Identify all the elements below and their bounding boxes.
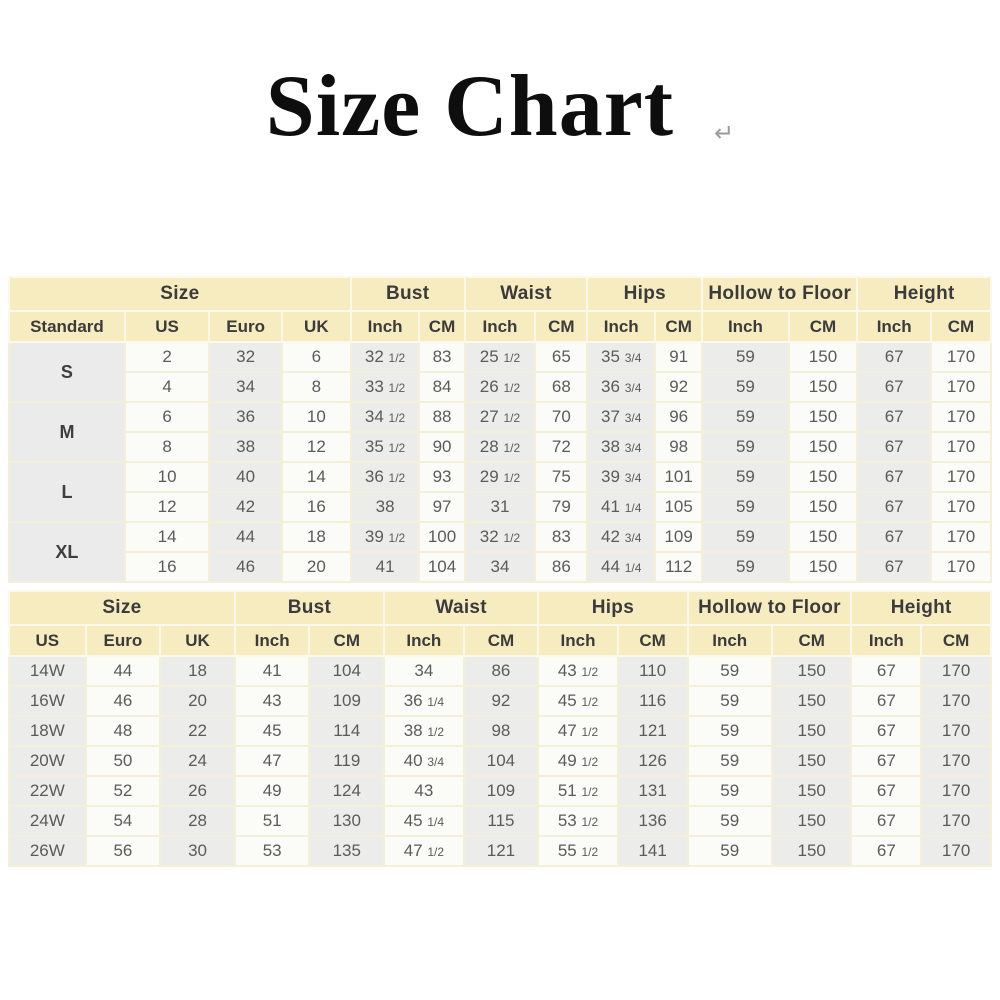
- table-cell: 93: [419, 462, 464, 492]
- table-cell: 20: [282, 552, 351, 582]
- column-header: UK: [160, 625, 235, 656]
- fraction: 1/2: [388, 381, 406, 395]
- column-header: Inch: [538, 625, 618, 656]
- table-row: [9, 522, 991, 552]
- table-cell: 170: [921, 806, 991, 836]
- fraction: 1/2: [581, 845, 599, 859]
- table-cell: 37 3/4: [587, 402, 655, 432]
- table-cell: 28: [160, 806, 235, 836]
- table-cell: 114: [309, 716, 384, 746]
- table-cell: 42: [209, 492, 282, 522]
- fraction: 1/2: [503, 471, 521, 485]
- table-cell: 35 1/2: [351, 432, 420, 462]
- table-cell: 6: [125, 402, 209, 432]
- column-header: Inch: [851, 625, 921, 656]
- fraction: 1/2: [503, 381, 521, 395]
- table-cell: 26: [160, 776, 235, 806]
- table-cell: 105: [655, 492, 702, 522]
- table-cell: 135: [309, 836, 384, 866]
- plus-size-table-body: [9, 656, 991, 866]
- table-cell: 59: [688, 836, 772, 866]
- table-row: [9, 806, 991, 836]
- table-cell: 75: [535, 462, 587, 492]
- size-group-label: S: [9, 342, 125, 402]
- column-header-row: [9, 311, 991, 342]
- table-cell: 96: [655, 402, 702, 432]
- table-cell: 40 3/4: [384, 746, 464, 776]
- table-cell: 170: [931, 552, 991, 582]
- table-cell: 43: [384, 776, 464, 806]
- table-cell: 47 1/2: [538, 716, 618, 746]
- table-cell: 150: [772, 806, 852, 836]
- table-cell: 30: [160, 836, 235, 866]
- fraction: 1/2: [427, 845, 445, 859]
- table-cell: 14: [125, 522, 209, 552]
- table-cell: 112: [655, 552, 702, 582]
- table-cell: 52: [86, 776, 161, 806]
- column-header: CM: [464, 625, 539, 656]
- table-cell: 47 1/2: [384, 836, 464, 866]
- table-cell: 59: [688, 716, 772, 746]
- column-group-bust: Bust: [351, 277, 465, 311]
- table-cell: 150: [772, 716, 852, 746]
- table-row: [9, 552, 991, 582]
- table-cell: 110: [618, 656, 688, 686]
- table-cell: 65: [535, 342, 587, 372]
- table-cell: 67: [851, 836, 921, 866]
- table-cell: 47: [235, 746, 310, 776]
- table-cell: 59: [688, 806, 772, 836]
- table-cell: 18: [282, 522, 351, 552]
- table-cell: 67: [857, 372, 931, 402]
- table-cell: 150: [772, 746, 852, 776]
- table-cell: 59: [688, 776, 772, 806]
- table-cell: 67: [851, 686, 921, 716]
- column-group-hips: Hips: [538, 591, 687, 625]
- table-cell: 40: [209, 462, 282, 492]
- table-cell: 14W: [9, 656, 86, 686]
- table-cell: 25 1/2: [465, 342, 536, 372]
- standard-size-table-body: [9, 342, 991, 582]
- table-row: [9, 686, 991, 716]
- table-cell: 86: [535, 552, 587, 582]
- table-cell: 31: [465, 492, 536, 522]
- table-cell: 121: [464, 836, 539, 866]
- table-row: [9, 342, 991, 372]
- column-group-row: [9, 277, 991, 311]
- table-cell: 170: [931, 462, 991, 492]
- column-group-size: Size: [9, 277, 351, 311]
- table-cell: 59: [688, 746, 772, 776]
- fraction: 1/2: [581, 755, 599, 769]
- table-cell: 67: [857, 432, 931, 462]
- fraction: 1/2: [581, 815, 599, 829]
- table-cell: 150: [772, 656, 852, 686]
- table-cell: 44: [209, 522, 282, 552]
- table-cell: 83: [419, 342, 464, 372]
- table-cell: 32 1/2: [465, 522, 536, 552]
- table-cell: 43 1/2: [538, 656, 618, 686]
- table-cell: 59: [702, 522, 788, 552]
- table-cell: 51: [235, 806, 310, 836]
- table-cell: 20: [160, 686, 235, 716]
- column-header: CM: [309, 625, 384, 656]
- standard-size-table-header: [9, 277, 991, 342]
- table-cell: 104: [464, 746, 539, 776]
- fraction: 1/2: [503, 441, 521, 455]
- table-cell: 29 1/2: [465, 462, 536, 492]
- table-cell: 39 1/2: [351, 522, 420, 552]
- column-header: CM: [655, 311, 702, 342]
- table-cell: 12: [282, 432, 351, 462]
- fraction: 1/4: [427, 695, 445, 709]
- table-cell: 48: [86, 716, 161, 746]
- table-cell: 44: [86, 656, 161, 686]
- table-cell: 46: [86, 686, 161, 716]
- table-cell: 39 3/4: [587, 462, 655, 492]
- table-cell: 59: [688, 656, 772, 686]
- table-cell: 67: [857, 342, 931, 372]
- table-cell: 12: [125, 492, 209, 522]
- table-cell: 67: [857, 462, 931, 492]
- table-cell: 34 1/2: [351, 402, 420, 432]
- column-group-waist: Waist: [465, 277, 588, 311]
- table-row: [9, 836, 991, 866]
- table-cell: 6: [282, 342, 351, 372]
- table-cell: 22W: [9, 776, 86, 806]
- column-header: Inch: [587, 311, 655, 342]
- table-row: [9, 372, 991, 402]
- table-cell: 36: [209, 402, 282, 432]
- column-header: CM: [789, 311, 858, 342]
- table-cell: 20W: [9, 746, 86, 776]
- fraction: 1/2: [503, 531, 521, 545]
- column-header: Inch: [465, 311, 536, 342]
- fraction: 3/4: [427, 755, 445, 769]
- table-cell: 124: [309, 776, 384, 806]
- column-header: Inch: [384, 625, 464, 656]
- table-cell: 41: [235, 656, 310, 686]
- table-row: [9, 432, 991, 462]
- table-cell: 27 1/2: [465, 402, 536, 432]
- table-cell: 2: [125, 342, 209, 372]
- table-row: [9, 716, 991, 746]
- table-cell: 16: [282, 492, 351, 522]
- table-cell: 34: [465, 552, 536, 582]
- table-cell: 170: [931, 432, 991, 462]
- table-cell: 67: [851, 656, 921, 686]
- table-cell: 150: [789, 432, 858, 462]
- table-cell: 104: [419, 552, 464, 582]
- table-row: [9, 776, 991, 806]
- column-group-bust: Bust: [235, 591, 384, 625]
- fraction: 1/2: [503, 411, 521, 425]
- table-cell: 150: [789, 462, 858, 492]
- table-cell: 67: [851, 716, 921, 746]
- fraction: 3/4: [624, 441, 642, 455]
- fraction: 3/4: [624, 471, 642, 485]
- table-cell: 59: [702, 432, 788, 462]
- standard-size-table: [8, 276, 992, 583]
- table-cell: 67: [857, 552, 931, 582]
- column-group-height: Height: [857, 277, 991, 311]
- column-header: CM: [419, 311, 464, 342]
- table-cell: 170: [921, 836, 991, 866]
- column-header: Inch: [688, 625, 772, 656]
- size-group-label: L: [9, 462, 125, 522]
- table-cell: 32 1/2: [351, 342, 420, 372]
- table-cell: 170: [931, 402, 991, 432]
- table-cell: 43: [235, 686, 310, 716]
- table-cell: 150: [772, 776, 852, 806]
- table-cell: 34: [384, 656, 464, 686]
- table-cell: 136: [618, 806, 688, 836]
- table-cell: 84: [419, 372, 464, 402]
- table-cell: 28 1/2: [465, 432, 536, 462]
- fraction: 3/4: [624, 381, 642, 395]
- table-cell: 22: [160, 716, 235, 746]
- table-cell: 49 1/2: [538, 746, 618, 776]
- table-cell: 72: [535, 432, 587, 462]
- table-cell: 150: [772, 686, 852, 716]
- paragraph-return-icon: ↵: [714, 119, 735, 147]
- table-cell: 141: [618, 836, 688, 866]
- table-cell: 49: [235, 776, 310, 806]
- table-cell: 170: [921, 746, 991, 776]
- column-group-hollow-to-floor: Hollow to Floor: [702, 277, 857, 311]
- table-cell: 92: [655, 372, 702, 402]
- table-cell: 38 3/4: [587, 432, 655, 462]
- fraction: 1/2: [427, 725, 445, 739]
- table-cell: 59: [688, 686, 772, 716]
- table-row: [9, 492, 991, 522]
- table-cell: 59: [702, 492, 788, 522]
- title-area: [0, 0, 1000, 194]
- table-cell: 10: [282, 402, 351, 432]
- fraction: 3/4: [624, 531, 642, 545]
- table-cell: 109: [309, 686, 384, 716]
- table-cell: 8: [125, 432, 209, 462]
- table-cell: 18W: [9, 716, 86, 746]
- table-cell: 150: [789, 522, 858, 552]
- table-cell: 130: [309, 806, 384, 836]
- table-cell: 170: [931, 372, 991, 402]
- fraction: 1/2: [388, 441, 406, 455]
- table-cell: 150: [789, 492, 858, 522]
- column-group-hips: Hips: [587, 277, 702, 311]
- table-cell: 170: [921, 686, 991, 716]
- column-header: UK: [282, 311, 351, 342]
- table-cell: 150: [789, 372, 858, 402]
- table-cell: 10: [125, 462, 209, 492]
- table-cell: 4: [125, 372, 209, 402]
- fraction: 1/2: [388, 531, 406, 545]
- table-cell: 38: [351, 492, 420, 522]
- table-cell: 98: [464, 716, 539, 746]
- fraction: 1/2: [388, 411, 406, 425]
- column-header: Standard: [9, 311, 125, 342]
- table-cell: 36 3/4: [587, 372, 655, 402]
- table-cell: 59: [702, 372, 788, 402]
- table-cell: 67: [857, 402, 931, 432]
- fraction: 1/2: [503, 351, 521, 365]
- table-row: [9, 402, 991, 432]
- column-header: US: [9, 625, 86, 656]
- table-cell: 50: [86, 746, 161, 776]
- table-cell: 55 1/2: [538, 836, 618, 866]
- table-cell: 170: [921, 776, 991, 806]
- table-cell: 59: [702, 552, 788, 582]
- table-cell: 126: [618, 746, 688, 776]
- table-cell: 67: [857, 522, 931, 552]
- table-cell: 109: [655, 522, 702, 552]
- table-cell: 67: [851, 746, 921, 776]
- table-cell: 116: [618, 686, 688, 716]
- size-group-label: XL: [9, 522, 125, 582]
- table-cell: 56: [86, 836, 161, 866]
- table-cell: 97: [419, 492, 464, 522]
- table-cell: 26 1/2: [465, 372, 536, 402]
- table-cell: 67: [851, 806, 921, 836]
- column-header: Euro: [209, 311, 282, 342]
- table-cell: 86: [464, 656, 539, 686]
- table-cell: 53 1/2: [538, 806, 618, 836]
- column-header: Euro: [86, 625, 161, 656]
- table-cell: 150: [772, 836, 852, 866]
- table-cell: 42 3/4: [587, 522, 655, 552]
- column-group-size: Size: [9, 591, 235, 625]
- table-row: [9, 656, 991, 686]
- table-cell: 45: [235, 716, 310, 746]
- table-cell: 170: [921, 656, 991, 686]
- table-row: [9, 746, 991, 776]
- fraction: 1/2: [581, 695, 599, 709]
- fraction: 1/2: [388, 471, 406, 485]
- column-header: CM: [921, 625, 991, 656]
- table-cell: 35 3/4: [587, 342, 655, 372]
- table-cell: 170: [921, 716, 991, 746]
- table-cell: 115: [464, 806, 539, 836]
- table-cell: 32: [209, 342, 282, 372]
- table-cell: 14: [282, 462, 351, 492]
- table-cell: 59: [702, 402, 788, 432]
- column-header: US: [125, 311, 209, 342]
- table-cell: 131: [618, 776, 688, 806]
- table-cell: 46: [209, 552, 282, 582]
- table-cell: 150: [789, 402, 858, 432]
- table-cell: 45 1/4: [384, 806, 464, 836]
- column-group-waist: Waist: [384, 591, 538, 625]
- table-cell: 83: [535, 522, 587, 552]
- table-cell: 170: [931, 522, 991, 552]
- column-group-height: Height: [851, 591, 991, 625]
- table-cell: 51 1/2: [538, 776, 618, 806]
- table-cell: 24W: [9, 806, 86, 836]
- fraction: 1/2: [581, 785, 599, 799]
- table-row: [9, 462, 991, 492]
- table-cell: 38: [209, 432, 282, 462]
- table-cell: 91: [655, 342, 702, 372]
- fraction: 3/4: [624, 351, 642, 365]
- table-cell: 68: [535, 372, 587, 402]
- fraction: 1/2: [581, 665, 599, 679]
- table-cell: 92: [464, 686, 539, 716]
- column-header: CM: [618, 625, 688, 656]
- table-cell: 98: [655, 432, 702, 462]
- column-header: Inch: [702, 311, 788, 342]
- table-cell: 170: [931, 342, 991, 372]
- table-cell: 26W: [9, 836, 86, 866]
- table-cell: 121: [618, 716, 688, 746]
- column-group-row: [9, 591, 991, 625]
- fraction: 1/2: [388, 351, 406, 365]
- plus-size-table-header: [9, 591, 991, 656]
- table-cell: 36 1/4: [384, 686, 464, 716]
- table-cell: 41: [351, 552, 420, 582]
- table-cell: 59: [702, 462, 788, 492]
- table-cell: 8: [282, 372, 351, 402]
- table-cell: 150: [789, 342, 858, 372]
- column-header-row: [9, 625, 991, 656]
- table-cell: 67: [857, 492, 931, 522]
- column-header: Inch: [351, 311, 420, 342]
- table-cell: 109: [464, 776, 539, 806]
- table-cell: 119: [309, 746, 384, 776]
- plus-size-table: [8, 590, 992, 867]
- table-cell: 54: [86, 806, 161, 836]
- table-cell: 104: [309, 656, 384, 686]
- column-header: Inch: [857, 311, 931, 342]
- table-cell: 88: [419, 402, 464, 432]
- table-cell: 170: [931, 492, 991, 522]
- column-group-hollow-to-floor: Hollow to Floor: [688, 591, 852, 625]
- table-cell: 24: [160, 746, 235, 776]
- fraction: 1/2: [581, 725, 599, 739]
- table-cell: 100: [419, 522, 464, 552]
- table-cell: 79: [535, 492, 587, 522]
- column-header: CM: [931, 311, 991, 342]
- table-cell: 33 1/2: [351, 372, 420, 402]
- table-cell: 101: [655, 462, 702, 492]
- fraction: 1/4: [624, 561, 642, 575]
- size-group-label: M: [9, 402, 125, 462]
- table-cell: 150: [789, 552, 858, 582]
- column-header: CM: [535, 311, 587, 342]
- column-header: CM: [772, 625, 852, 656]
- table-cell: 90: [419, 432, 464, 462]
- table-cell: 45 1/2: [538, 686, 618, 716]
- table-cell: 53: [235, 836, 310, 866]
- fraction: 1/4: [427, 815, 445, 829]
- column-header: Inch: [235, 625, 310, 656]
- fraction: 3/4: [624, 411, 642, 425]
- table-cell: 70: [535, 402, 587, 432]
- fraction: 1/4: [624, 501, 642, 515]
- table-cell: 38 1/2: [384, 716, 464, 746]
- table-cell: 41 1/4: [587, 492, 655, 522]
- table-cell: 16W: [9, 686, 86, 716]
- table-cell: 18: [160, 656, 235, 686]
- table-cell: 59: [702, 342, 788, 372]
- table-cell: 44 1/4: [587, 552, 655, 582]
- table-cell: 16: [125, 552, 209, 582]
- table-cell: 36 1/2: [351, 462, 420, 492]
- table-cell: 67: [851, 776, 921, 806]
- page-title: Size Chart: [265, 58, 675, 155]
- table-cell: 34: [209, 372, 282, 402]
